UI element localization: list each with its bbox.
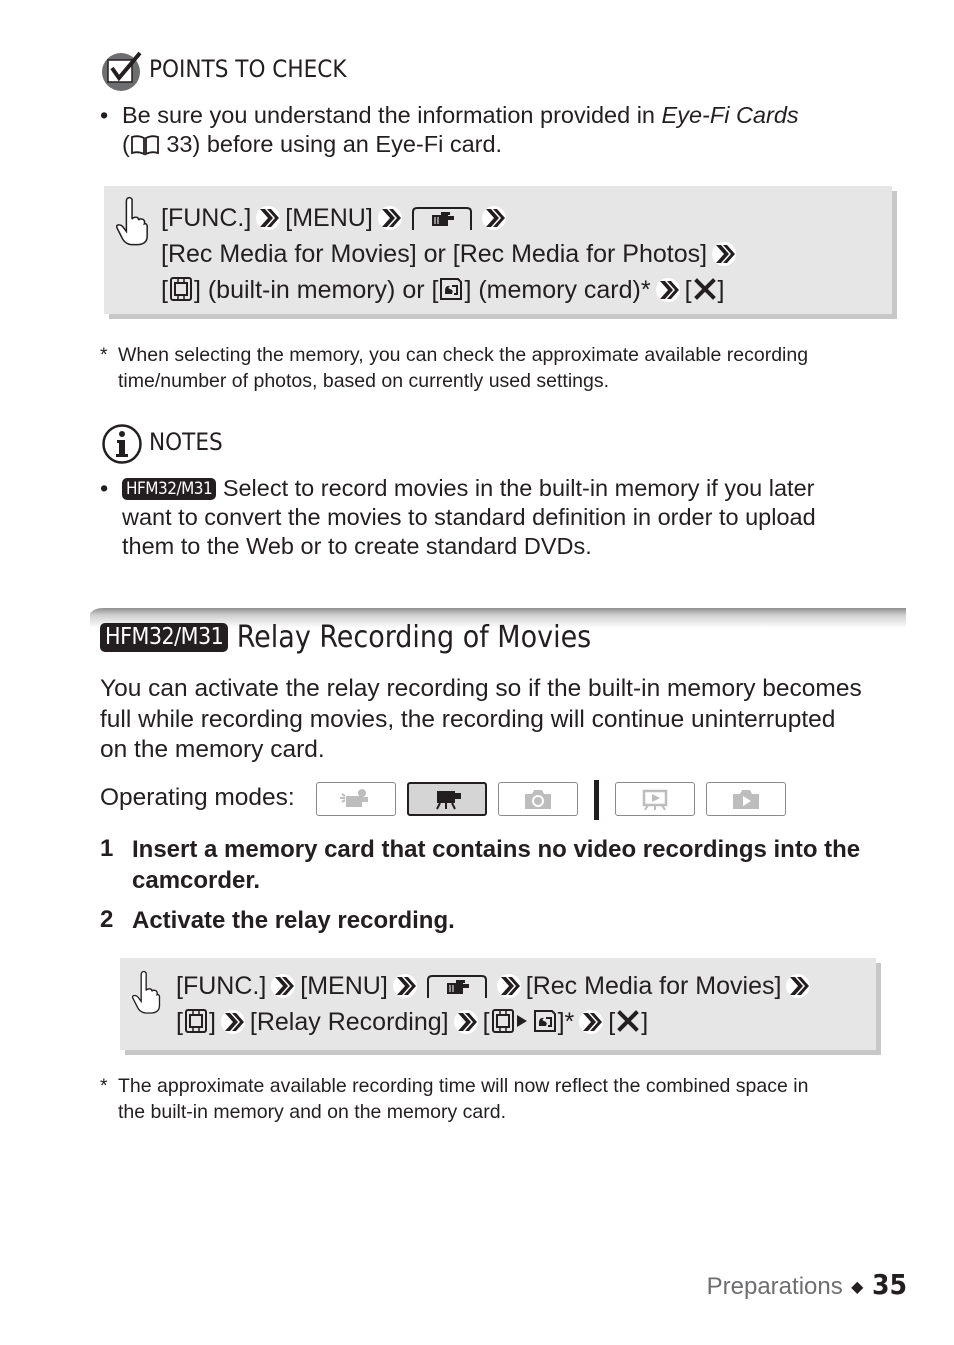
play-movie-icon [615, 782, 695, 816]
diamond-icon: ◆ [851, 1279, 864, 1296]
paren-open: ( [122, 131, 130, 157]
bracket: [ [608, 1008, 616, 1036]
photo-camera-icon [498, 782, 578, 816]
section-heading [100, 620, 591, 655]
arrow-icon [655, 277, 681, 303]
func-label: [FUNC.] [176, 972, 267, 1000]
intro-line-3: on the memory card. [100, 736, 325, 763]
memory-card-icon [532, 1008, 558, 1034]
section-title: Relay Recording of Movies [236, 620, 592, 655]
bullet-text: Be sure you understand the information provided in [122, 102, 662, 128]
bracket: [ [684, 276, 692, 304]
built-in-memory-icon [183, 1008, 209, 1034]
points-to-check-icon [100, 50, 144, 92]
book-icon [130, 134, 160, 156]
arrow-icon [270, 973, 296, 999]
bullet-dot: • [100, 475, 109, 501]
bracket: [ [161, 276, 168, 304]
relay-recording-label: [Relay Recording] [249, 1008, 449, 1036]
rec-media-options: [Rec Media for Movies] or [Rec Media for Photos] [161, 240, 708, 268]
built-in-memory-label: ] (built-in memory) or [ [193, 276, 439, 304]
procedure-1-line-1 [161, 200, 511, 236]
footer-section-label: Preparations [706, 1273, 843, 1300]
menu-label: [MENU] [285, 204, 373, 232]
arrow-icon [392, 973, 418, 999]
close-icon [694, 278, 716, 300]
arrow-icon [453, 1009, 479, 1035]
procedure-box-2 [120, 958, 876, 1050]
bracket: [ [176, 1008, 183, 1036]
procedure-2-line-2 [176, 1004, 648, 1040]
operating-modes-label: Operating modes: [100, 784, 295, 811]
arrow-icon [496, 973, 522, 999]
memory-card-label: ] (memory card)* [464, 276, 651, 304]
notes-line-2: want to convert the movies to standard definition in order to upload [122, 504, 816, 530]
intro-paragraph [100, 674, 862, 766]
camera-menu-tab-icon [426, 974, 488, 1000]
operating-modes [316, 782, 790, 818]
step-1-line-1: Insert a memory card that contains no video recordings into the [132, 836, 861, 863]
rec-media-label: [Rec Media for Movies] [525, 972, 782, 1000]
arrow-icon [481, 205, 507, 231]
arrow-icon [711, 241, 737, 267]
step-1-line-2: camcorder. [132, 867, 261, 894]
procedure-2-line-1 [176, 968, 815, 1004]
arrow-icon [220, 1009, 246, 1035]
step-1 [132, 834, 912, 896]
auto-camcorder-icon [316, 782, 396, 816]
bullet-dot: • [100, 102, 109, 128]
footnote-mark: * [100, 344, 108, 366]
play-photo-icon [706, 782, 786, 816]
notes-title: NOTES [149, 428, 223, 456]
footnote-1-line-1: When selecting the memory, you can check the approximate available recording [118, 344, 809, 366]
points-to-check-title: POINTS TO CHECK [149, 55, 347, 83]
camera-menu-tab-icon [411, 206, 473, 232]
page-number: 35 [871, 1268, 907, 1301]
page-ref-text: 33) before using an Eye-Fi card. [159, 131, 503, 157]
built-in-memory-icon [168, 276, 194, 302]
func-label: [FUNC.] [161, 204, 252, 232]
close-icon [617, 1010, 639, 1032]
step-2-number: 2 [100, 906, 114, 933]
bracket: ] [641, 1008, 649, 1036]
footnote-mark: * [100, 1075, 108, 1097]
info-icon [101, 423, 143, 465]
mode-divider [594, 780, 599, 820]
intro-line-1: You can activate the relay recording so if the built-in memory becomes [100, 675, 862, 702]
bracket: ] [208, 1008, 216, 1036]
arrow-icon [377, 205, 403, 231]
model-badge: HFM32/M31 [100, 623, 228, 652]
procedure-1-line-2 [161, 236, 741, 272]
movie-camera-icon [407, 782, 487, 816]
footnote-2-line-1: The approximate available recording time will now reflect the combined space in [118, 1075, 809, 1097]
notes-line-3: them to the Web or to create standard DVDs. [122, 533, 592, 559]
step-1-number: 1 [100, 835, 114, 862]
finger-pointer-icon [132, 969, 162, 1017]
eye-fi-cards-ref: Eye-Fi Cards [661, 102, 799, 128]
arrow-right-icon [516, 1008, 528, 1034]
arrow-icon [578, 1009, 604, 1035]
footnote-2-line-2: the built-in memory and on the memory card. [118, 1101, 507, 1123]
procedure-1-line-3 [161, 272, 724, 308]
notes-line-1: Select to record movies in the built-in memory if you later [222, 475, 815, 501]
arrow-icon [785, 973, 811, 999]
footnote-1-line-2: time/number of photos, based on currently used settings. [118, 370, 610, 392]
step-2: Activate the relay recording. [132, 907, 455, 934]
procedure-box-1 [104, 186, 892, 314]
bracket: ]* [557, 1008, 575, 1036]
menu-label: [MENU] [300, 972, 388, 1000]
built-in-memory-icon [490, 1008, 516, 1034]
bracket: [ [482, 1008, 490, 1036]
finger-pointer-icon [116, 196, 150, 248]
memory-card-icon [438, 276, 464, 302]
model-badge: HFM32/M31 [122, 478, 216, 500]
intro-line-2: full while recording movies, the recording will continue uninterrupted [100, 705, 836, 733]
arrow-icon [255, 205, 281, 231]
bracket: ] [717, 276, 725, 304]
page-footer [707, 1268, 907, 1301]
